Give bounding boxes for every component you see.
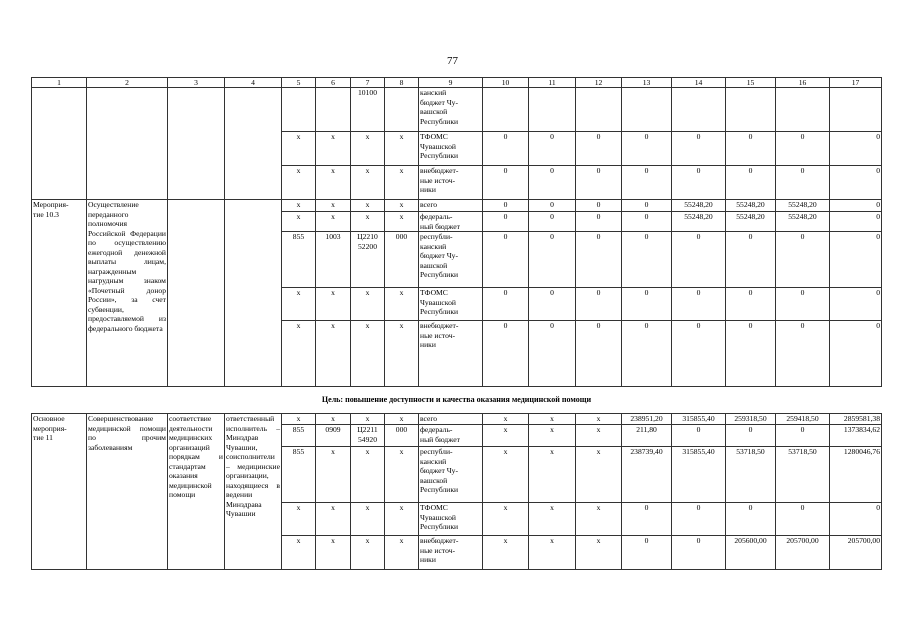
value-cell [726, 88, 776, 132]
code-cell-c5: x [282, 536, 316, 570]
page-number: 77 [447, 55, 458, 67]
value-cell: 0 [830, 132, 882, 166]
value-cell: 0 [622, 132, 672, 166]
col-header: 4 [225, 78, 282, 88]
value-cell: 0 [576, 166, 622, 200]
code-cell-c6: x [316, 166, 351, 200]
funding-source-cell: всего [419, 200, 483, 212]
col-header: 9 [419, 78, 483, 88]
code-cell-c7: x [351, 503, 385, 536]
col-header: 10 [483, 78, 529, 88]
value-cell: x [483, 425, 529, 447]
code-cell-c7: x [351, 447, 385, 503]
value-cell: 0 [830, 212, 882, 232]
code-cell-c5: x [282, 200, 316, 212]
indicator-cell: соответствие деятельности медицинских организаций порядкам и стандартам оказания медицинской помощи [168, 414, 225, 570]
value-cell: 53718,50 [726, 447, 776, 503]
value-cell: 55248,20 [672, 200, 726, 212]
value-cell: 0 [622, 288, 672, 321]
value-cell: 0 [672, 503, 726, 536]
event-name-cell: Осуществление переданного полномочия Российской Федерации по осуществлению ежегодной денежной выплаты лицам, награжденным нагрудным знаком «Почетный донор России», за счет субвенции, предоставляемой из федерального бюджета [87, 200, 168, 387]
col-header: 7 [351, 78, 385, 88]
value-cell: 0 [776, 166, 830, 200]
value-cell: 0 [672, 132, 726, 166]
responsible-cell: ответственный исполнитель – Минздрав Чувашии, соисполнители – медицинские организации, находящиеся в ведении Минздрава Чувашии [225, 414, 282, 570]
value-cell: 205700,00 [776, 536, 830, 570]
value-cell: 0 [830, 232, 882, 288]
code-cell-c6: 0909 [316, 425, 351, 447]
col-header: 3 [168, 78, 225, 88]
value-cell: 0 [726, 288, 776, 321]
code-cell-c7: x [351, 536, 385, 570]
value-cell: 0 [483, 321, 529, 387]
value-cell: x [576, 536, 622, 570]
value-cell: 0 [576, 232, 622, 288]
funding-source-cell: федераль- ный бюджет [419, 212, 483, 232]
value-cell: 315855,40 [672, 414, 726, 425]
value-cell: 0 [622, 200, 672, 212]
value-cell: 0 [622, 166, 672, 200]
funding-source-cell: ТФОМС Чувашской Республики [419, 288, 483, 321]
col-header: 5 [282, 78, 316, 88]
value-cell: 0 [830, 288, 882, 321]
code-cell-c6: x [316, 200, 351, 212]
code-cell-c7: x [351, 200, 385, 212]
funding-source-cell: федераль- ный бюджет [419, 425, 483, 447]
code-cell-c8: 000 [385, 425, 419, 447]
funding-source-cell: ТФОМС Чувашской Республики [419, 503, 483, 536]
code-cell-c5: x [282, 132, 316, 166]
value-cell: 53718,50 [776, 447, 830, 503]
code-cell-c6: x [316, 132, 351, 166]
value-cell: 0 [483, 232, 529, 288]
value-cell [672, 88, 726, 132]
value-cell: 205600,00 [726, 536, 776, 570]
value-cell: 0 [622, 212, 672, 232]
value-cell: x [576, 425, 622, 447]
value-cell: x [576, 447, 622, 503]
value-cell: 0 [622, 321, 672, 387]
value-cell: 259318,50 [726, 414, 776, 425]
col-header: 8 [385, 78, 419, 88]
code-cell-c7: x [351, 166, 385, 200]
indicator-cell [168, 200, 225, 387]
value-cell: 0 [576, 321, 622, 387]
code-cell-c8: x [385, 212, 419, 232]
code-cell-c5: x [282, 288, 316, 321]
table-row [32, 88, 882, 132]
value-cell: 0 [830, 321, 882, 387]
table-section-continuation [32, 88, 882, 200]
value-cell: 0 [576, 200, 622, 212]
value-cell: 55248,20 [776, 212, 830, 232]
value-cell: 2859581,38 [830, 414, 882, 425]
value-cell: 0 [830, 166, 882, 200]
code-cell-c5: 855 [282, 232, 316, 288]
value-cell: 0 [672, 321, 726, 387]
value-cell: 0 [576, 288, 622, 321]
code-cell-c5: x [282, 166, 316, 200]
budget-table [31, 77, 882, 570]
value-cell: 0 [529, 132, 576, 166]
value-cell: x [576, 414, 622, 425]
code-cell-c7: Ц2211 54920 [351, 425, 385, 447]
responsible-cell [225, 200, 282, 387]
code-cell-c6 [316, 88, 351, 132]
table-row [32, 414, 882, 425]
value-cell: x [529, 414, 576, 425]
value-cell: 0 [776, 288, 830, 321]
code-cell-c6: x [316, 212, 351, 232]
value-cell: x [529, 425, 576, 447]
value-cell [529, 88, 576, 132]
event-code-cell: Основное мероприя- тие 11 [32, 414, 87, 570]
value-cell: 0 [830, 503, 882, 536]
funding-source-cell: ТФОМС Чувашской Республики [419, 132, 483, 166]
col-header: 15 [726, 78, 776, 88]
code-cell-c7: 10100 [351, 88, 385, 132]
table-section-main-measure-11 [32, 414, 882, 570]
funding-source-cell: республи- канский бюджет Чу- вашской Республики [419, 447, 483, 503]
funding-source-cell: республи- канский бюджет Чу- вашской Республики [419, 232, 483, 288]
value-cell: 0 [726, 232, 776, 288]
code-cell-c7: x [351, 288, 385, 321]
event-name-cell: Совершенствование медицинской помощи по прочим заболеваниям [87, 414, 168, 570]
header-row [32, 78, 882, 88]
col-header: 1 [32, 78, 87, 88]
value-cell: 205700,00 [830, 536, 882, 570]
code-cell-c8: x [385, 503, 419, 536]
funding-source-cell: внебюджет- ные источ- ники [419, 321, 483, 387]
value-cell: 1373834,62 [830, 425, 882, 447]
col-header: 17 [830, 78, 882, 88]
code-cell-c5 [282, 88, 316, 132]
code-cell-c8: x [385, 536, 419, 570]
value-cell: x [483, 414, 529, 425]
code-cell-c7: x [351, 321, 385, 387]
value-cell: 211,80 [622, 425, 672, 447]
value-cell [622, 88, 672, 132]
value-cell: 55248,20 [726, 200, 776, 212]
code-cell-c6: x [316, 447, 351, 503]
value-cell: 0 [672, 288, 726, 321]
code-cell-c8: x [385, 321, 419, 387]
code-cell-c8 [385, 88, 419, 132]
code-cell-c5: 855 [282, 425, 316, 447]
code-cell-c8: x [385, 132, 419, 166]
code-cell-c5: x [282, 321, 316, 387]
value-cell: 0 [726, 132, 776, 166]
value-cell: 0 [529, 166, 576, 200]
code-cell-c8: x [385, 447, 419, 503]
value-cell: 0 [529, 321, 576, 387]
value-cell: 55248,20 [672, 212, 726, 232]
code-cell-c5: 855 [282, 447, 316, 503]
value-cell [576, 88, 622, 132]
value-cell: 0 [529, 200, 576, 212]
value-cell: 0 [726, 321, 776, 387]
col-header: 2 [87, 78, 168, 88]
value-cell: 0 [830, 200, 882, 212]
code-cell-c6: 1003 [316, 232, 351, 288]
value-cell: 55248,20 [726, 212, 776, 232]
value-cell: 0 [776, 321, 830, 387]
value-cell: 259418,50 [776, 414, 830, 425]
value-cell: 0 [726, 425, 776, 447]
value-cell: 0 [529, 212, 576, 232]
code-cell-c8: 000 [385, 232, 419, 288]
code-cell-c6: x [316, 414, 351, 425]
col-header: 13 [622, 78, 672, 88]
code-cell-c6: x [316, 321, 351, 387]
value-cell: 0 [776, 232, 830, 288]
code-cell-c8: x [385, 166, 419, 200]
col-header: 6 [316, 78, 351, 88]
value-cell: 0 [672, 232, 726, 288]
value-cell: 0 [576, 212, 622, 232]
value-cell: 0 [726, 503, 776, 536]
event-name-cell [87, 88, 168, 200]
code-cell-c7: x [351, 414, 385, 425]
value-cell: 0 [776, 425, 830, 447]
value-cell: 0 [672, 425, 726, 447]
code-cell-c6: x [316, 503, 351, 536]
funding-source-cell: внебюджет- ные источ- ники [419, 536, 483, 570]
value-cell: 0 [483, 200, 529, 212]
funding-source-cell: канский бюджет Чу- вашской Республики [419, 88, 483, 132]
value-cell: x [576, 503, 622, 536]
code-cell-c5: x [282, 414, 316, 425]
value-cell: 0 [483, 166, 529, 200]
value-cell: x [483, 503, 529, 536]
code-cell-c7: x [351, 212, 385, 232]
funding-source-cell: внебюджет- ные источ- ники [419, 166, 483, 200]
value-cell: x [529, 536, 576, 570]
col-header: 11 [529, 78, 576, 88]
code-cell-c8: x [385, 414, 419, 425]
value-cell: 0 [576, 132, 622, 166]
value-cell: 0 [483, 132, 529, 166]
value-cell: 0 [622, 503, 672, 536]
col-header: 16 [776, 78, 830, 88]
table-section-measure-10-3 [32, 200, 882, 387]
code-cell-c8: x [385, 288, 419, 321]
value-cell: 0 [776, 503, 830, 536]
goal-heading: Цель: повышение доступности и качества оказания медицинской помощи [32, 387, 882, 414]
value-cell: 238951,20 [622, 414, 672, 425]
code-cell-c5: x [282, 503, 316, 536]
value-cell: x [529, 447, 576, 503]
value-cell: 0 [672, 166, 726, 200]
table-row [32, 200, 882, 212]
event-code-cell: Мероприя- тие 10.3 [32, 200, 87, 387]
code-cell-c7: x [351, 132, 385, 166]
code-cell-c6: x [316, 288, 351, 321]
value-cell: x [483, 447, 529, 503]
code-cell-c6: x [316, 536, 351, 570]
value-cell: 0 [622, 232, 672, 288]
value-cell [483, 88, 529, 132]
indicator-cell [168, 88, 225, 200]
event-code-cell [32, 88, 87, 200]
value-cell: 0 [776, 132, 830, 166]
value-cell: 1280046,76 [830, 447, 882, 503]
value-cell [776, 88, 830, 132]
value-cell: 0 [672, 536, 726, 570]
funding-source-cell: всего [419, 414, 483, 425]
col-header: 12 [576, 78, 622, 88]
value-cell: x [483, 536, 529, 570]
code-cell-c5: x [282, 212, 316, 232]
value-cell: x [529, 503, 576, 536]
value-cell: 0 [483, 212, 529, 232]
responsible-cell [225, 88, 282, 200]
code-cell-c7: Ц2210 52200 [351, 232, 385, 288]
value-cell: 0 [483, 288, 529, 321]
value-cell: 0 [726, 166, 776, 200]
value-cell: 0 [622, 536, 672, 570]
goal-row [32, 387, 882, 414]
value-cell: 315855,40 [672, 447, 726, 503]
col-header: 14 [672, 78, 726, 88]
value-cell: 238739,40 [622, 447, 672, 503]
value-cell [830, 88, 882, 132]
value-cell: 55248,20 [776, 200, 830, 212]
code-cell-c8: x [385, 200, 419, 212]
value-cell: 0 [529, 232, 576, 288]
value-cell: 0 [529, 288, 576, 321]
